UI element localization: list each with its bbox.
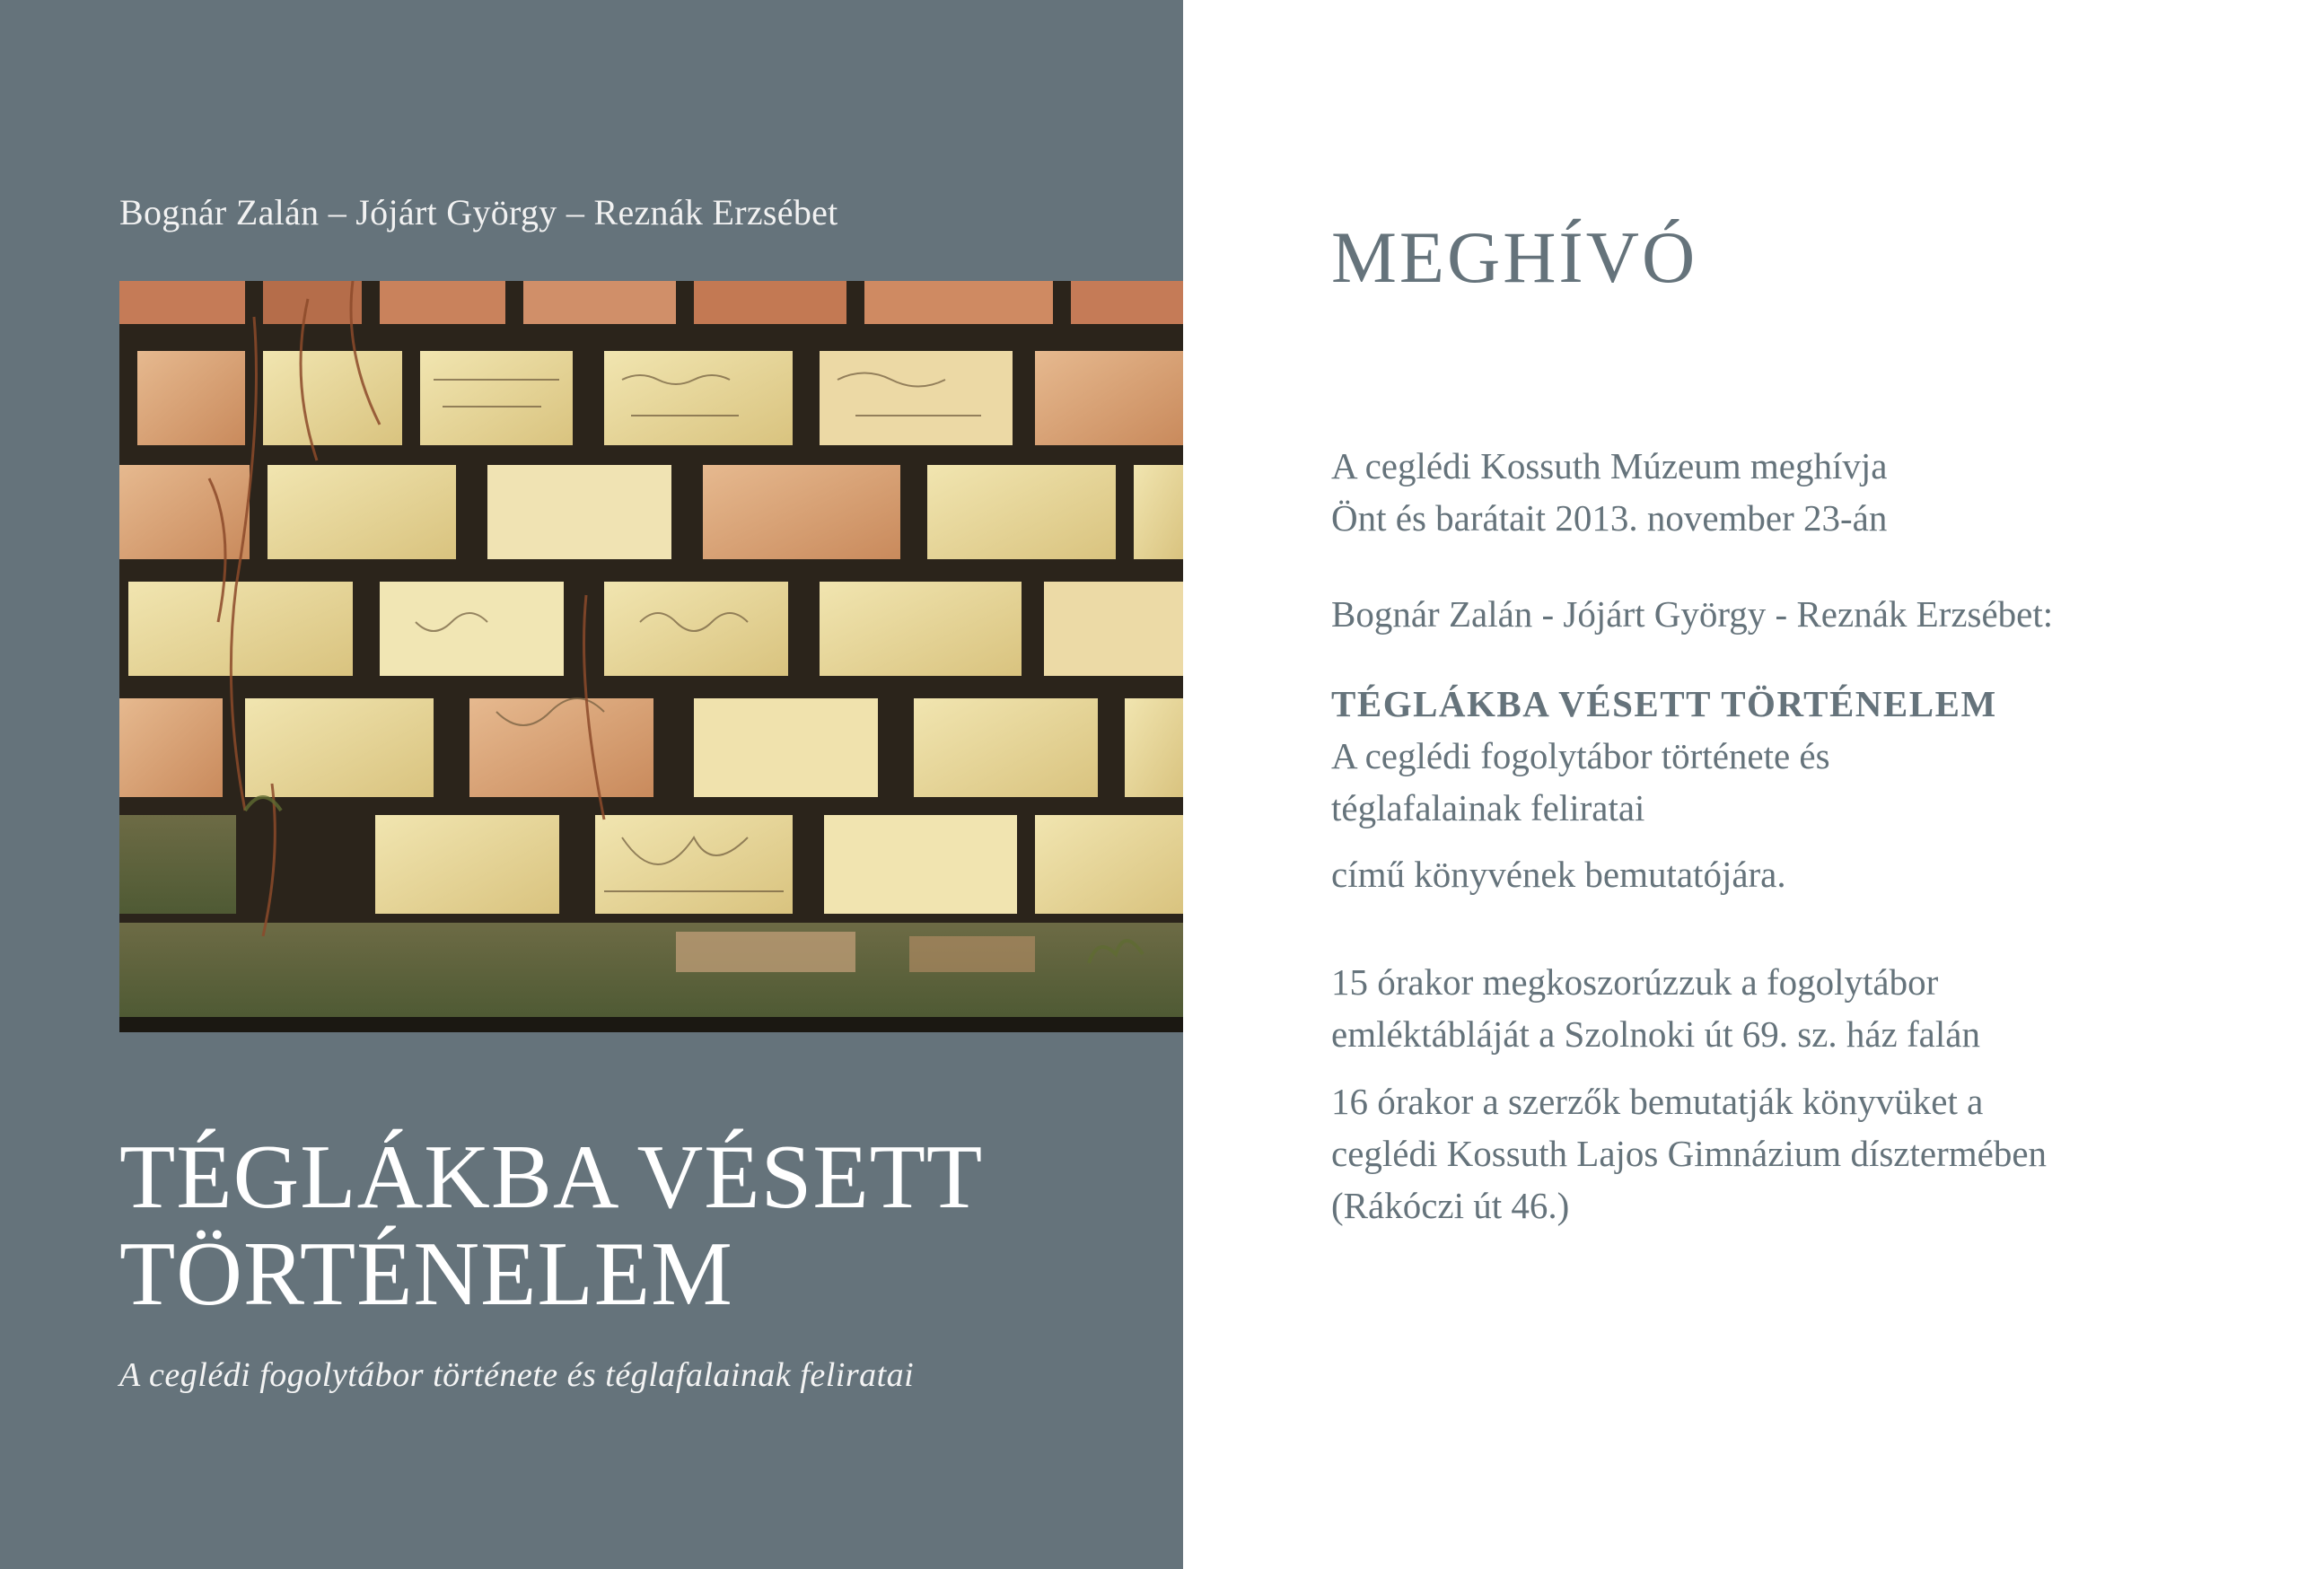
- cover-authors: Bognár Zalán – Jójárt György – Reznák Erzsébet: [119, 192, 838, 232]
- book-sub-line1: A ceglédi fogolytábor története és: [1331, 735, 1830, 776]
- event2-line3: (Rákóczi út 46.): [1331, 1185, 1570, 1226]
- event1-line1: 15 órakor megkoszorúzzuk a fogolytábor: [1331, 961, 1939, 1003]
- intro-line2: Önt és barátait 2013. november 23-án: [1331, 497, 1888, 539]
- cover-title-line2: TÖRTÉNELEM: [119, 1223, 733, 1325]
- event2-line2: ceglédi Kossuth Lajos Gimnázium dísztermében: [1331, 1133, 2048, 1174]
- book-title: TÉGLÁKBA VÉSETT TÖRTÉNELEM: [1331, 683, 1997, 724]
- invitation-presentation: című könyvének bemutatójára.: [1331, 854, 1786, 895]
- cover-title-line1: TÉGLÁKBA VÉSETT: [119, 1126, 984, 1228]
- cover-title: [119, 1126, 984, 1325]
- cover-subtitle: A ceglédi fogolytábor története és téglafalainak feliratai: [119, 1356, 915, 1394]
- event-2: [1331, 1075, 2047, 1232]
- invitation-intro: [1331, 440, 1887, 544]
- event1-line2: emléktábláját a Szolnoki út 69. sz. ház falán: [1331, 1013, 1980, 1055]
- brick-wall-image: [119, 281, 1183, 1032]
- invitation-authors: Bognár Zalán - Jójárt György - Reznák Erzsébet:: [1331, 593, 2054, 635]
- event-1: [1331, 956, 1980, 1060]
- brick-wall-photo: [119, 281, 1183, 1032]
- invitation-heading: MEGHÍVÓ: [1331, 216, 1698, 298]
- event2-line1: 16 órakor a szerzők bemutatják könyvüket a: [1331, 1081, 1984, 1122]
- invitation-book: [1331, 678, 1997, 834]
- intro-line1: A ceglédi Kossuth Múzeum meghívja: [1331, 445, 1888, 486]
- book-sub-line2: téglafalainak feliratai: [1331, 787, 1645, 828]
